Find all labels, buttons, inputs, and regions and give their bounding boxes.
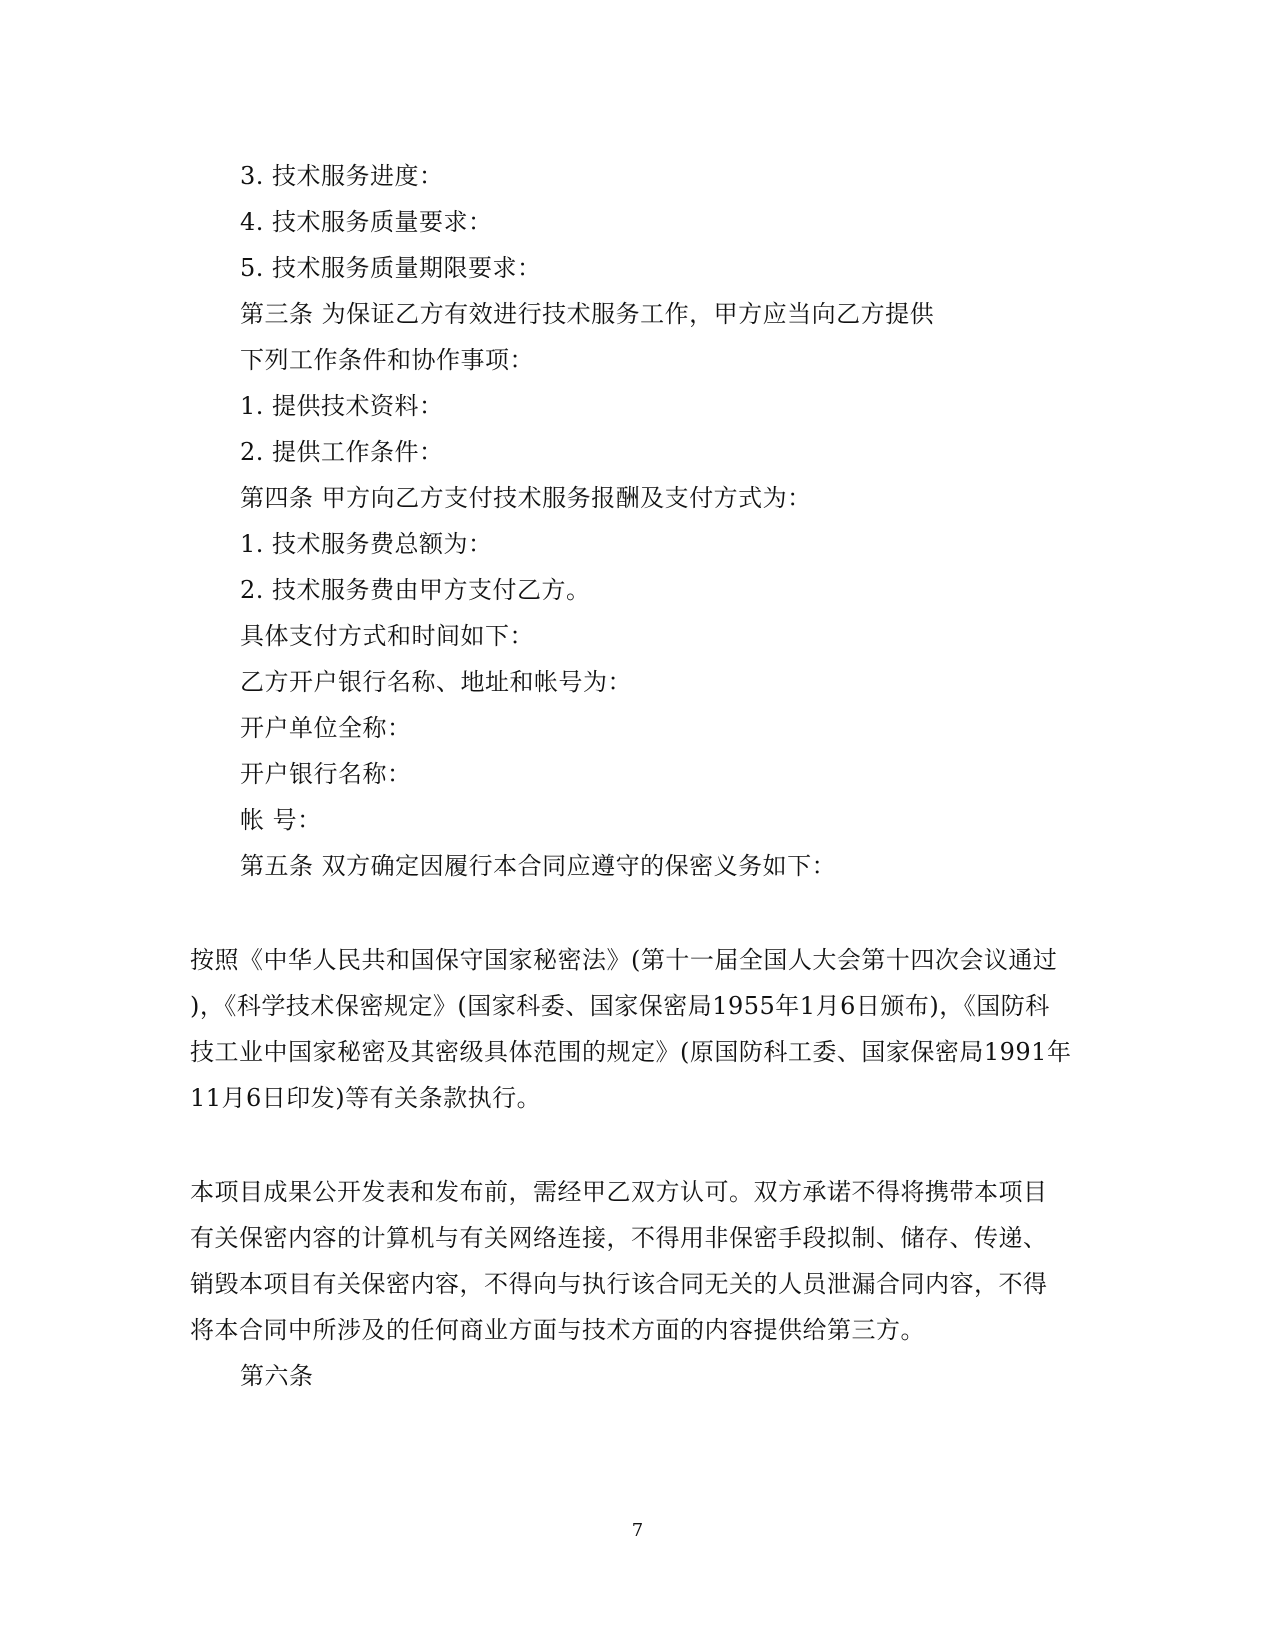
paragraph-line: 按照《中华人民共和国保守国家秘密法》(第十一届全国人大会第十四次会议通过 [190,946,1058,974]
text-line: 乙方开户银行名称、地址和帐号为： [240,668,632,696]
text-line: 开户银行名称： [240,760,412,788]
text-line: 开户单位全称： [240,714,412,742]
text-line: 下列工作条件和协作事项： [240,346,534,374]
text-line: 5. 技术服务质量期限要求： [240,254,542,282]
article-6-heading: 第六条 [240,1362,314,1390]
text-line: 3. 技术服务进度： [240,162,444,190]
text-line: 4. 技术服务质量要求： [240,208,493,236]
text-line: 帐 号： [240,806,322,834]
page-number: 7 [631,1520,644,1541]
text-line: 2. 提供工作条件： [240,438,444,466]
text-line: 具体支付方式和时间如下： [240,622,534,650]
text-line: 1. 技术服务费总额为： [240,530,493,558]
paragraph-line: 有关保密内容的计算机与有关网络连接，不得用非保密手段拟制、储存、传递、 [190,1224,1048,1252]
text-line: 1. 提供技术资料： [240,392,444,420]
paragraph-line: 销毁本项目有关保密内容，不得向与执行该合同无关的人员泄漏合同内容，不得 [190,1270,1048,1298]
article-3-heading: 第三条 为保证乙方有效进行技术服务工作，甲方应当向乙方提供 [240,300,935,328]
paragraph-line: )，《科学技术保密规定》(国家科委、国家保密局1955年1月6日颁布)，《国防科 [190,992,1050,1020]
article-5-heading: 第五条 双方确定因履行本合同应遵守的保密义务如下： [240,852,837,880]
paragraph-line: 本项目成果公开发表和发布前，需经甲乙双方认可。双方承诺不得将携带本项目 [190,1178,1048,1206]
article-4-heading: 第四条 甲方向乙方支付技术服务报酬及支付方式为： [240,484,812,512]
paragraph-line: 将本合同中所涉及的任何商业方面与技术方面的内容提供给第三方。 [190,1316,925,1344]
paragraph-line: 技工业中国家秘密及其密级具体范围的规定》(原国防科工委、国家保密局1991年 [190,1038,1072,1066]
text-line: 2. 技术服务费由甲方支付乙方。 [240,576,591,604]
paragraph-line: 11月6日印发)等有关条款执行。 [190,1084,542,1112]
